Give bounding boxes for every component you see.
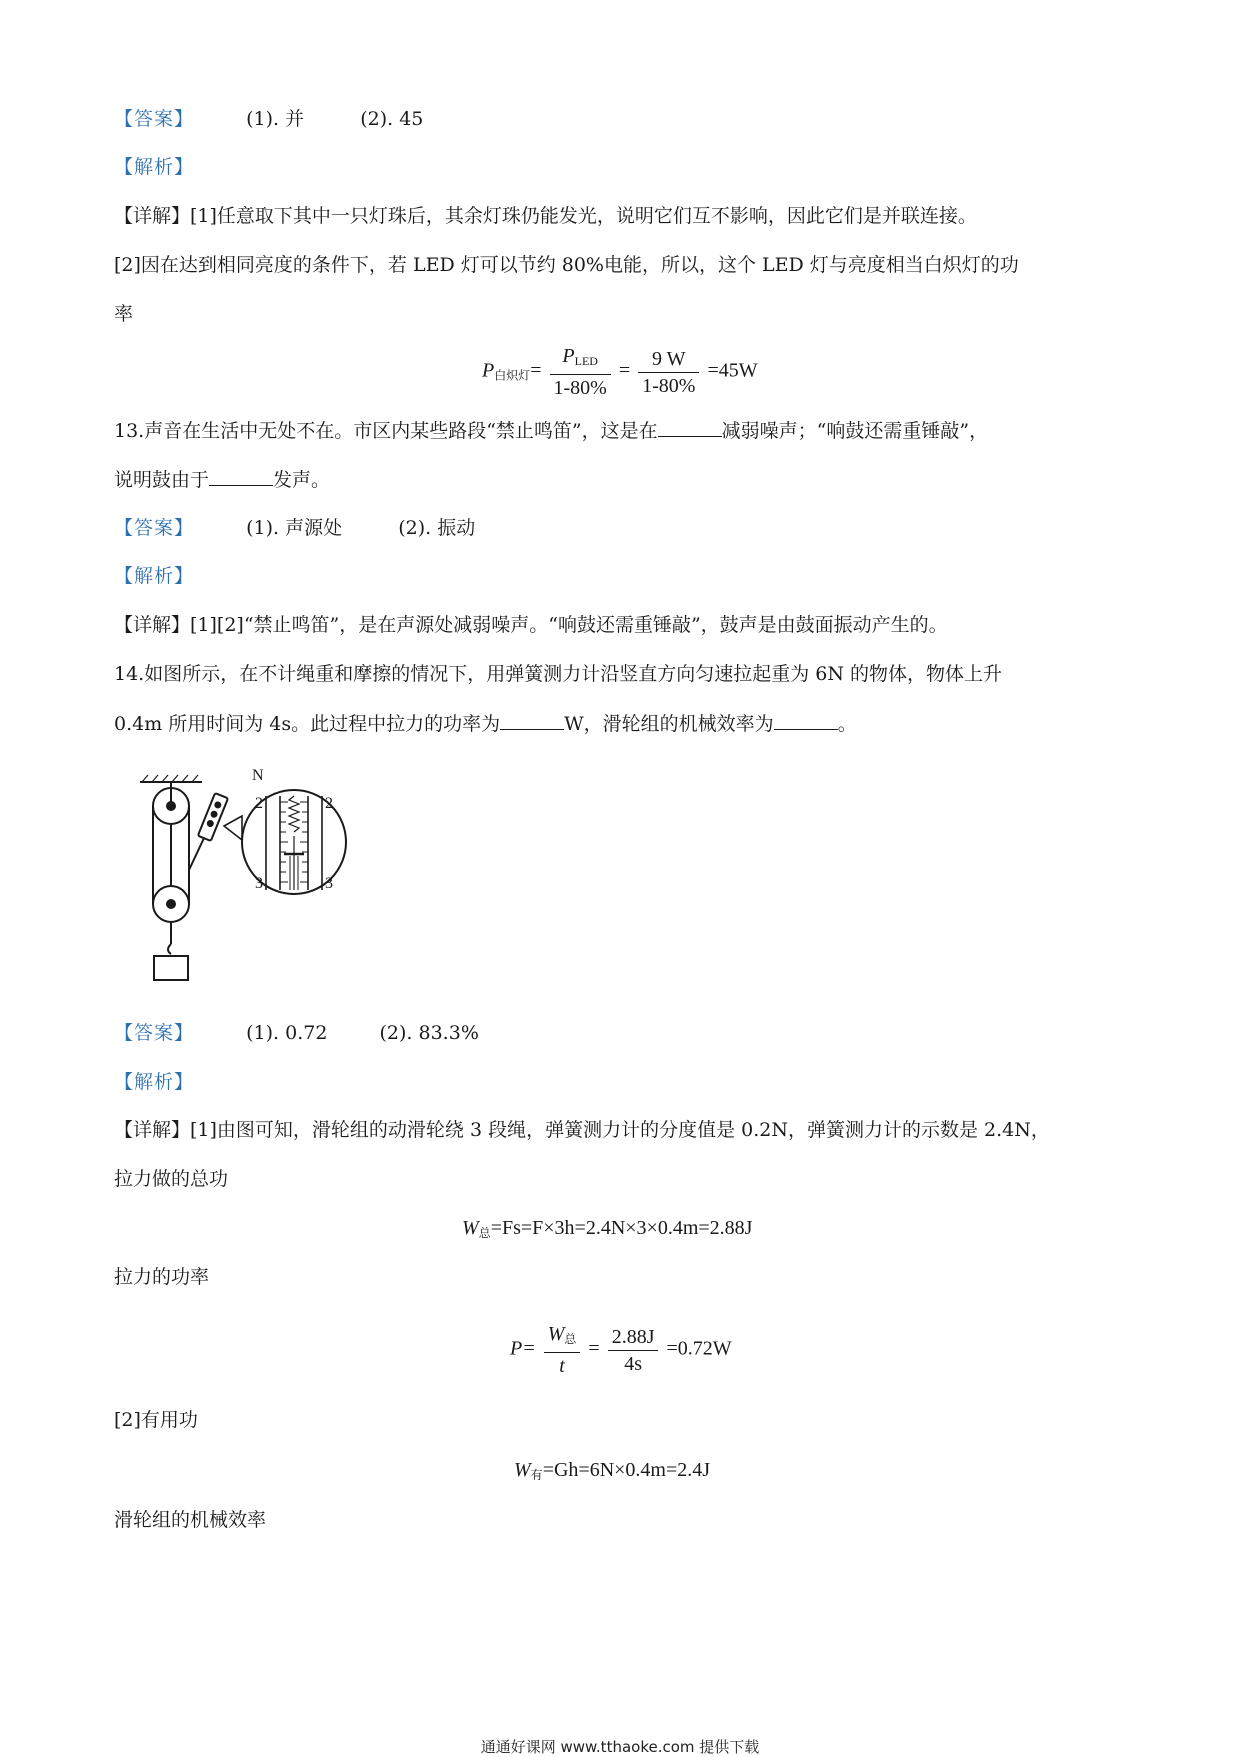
answer-row-q14 bbox=[114, 1021, 479, 1045]
answer-row-q13 bbox=[114, 516, 475, 540]
question-13-stem-line2: 说明鼓由于 发声。 bbox=[114, 469, 331, 491]
answer-2: (2). 振动 bbox=[398, 517, 476, 539]
answer-tag: 【答案】 bbox=[114, 1022, 195, 1044]
question-14-stem: 14.如图所示，在不计绳重和摩擦的情况下，用弹簧测力计沿竖直方向匀速拉起重为 6N 的物体，物体上升 bbox=[114, 663, 1003, 685]
detail-text: 拉力做的总功 bbox=[114, 1168, 229, 1190]
analysis-tag: 【解析】 bbox=[114, 156, 195, 178]
answer-1: (1). 0.72 bbox=[246, 1022, 328, 1044]
fraction: $\frac{9 W}{1-80\%}$ bbox=[638, 347, 699, 398]
fraction: $\frac{P_{LED}}{1-80\%}$ bbox=[550, 344, 611, 400]
answer-blank bbox=[658, 418, 722, 437]
weight-block bbox=[154, 956, 188, 980]
fraction: $\frac{W_总}{t}$ bbox=[544, 1322, 581, 1378]
rope-to-scale bbox=[189, 838, 204, 870]
formula-total-work: $W_总=Fs=F\times 3h=2.4N\times 3\times 0.4m=2.88J$ bbox=[462, 1217, 753, 1240]
answer-blank bbox=[209, 467, 273, 486]
power-label: 拉力的功率 bbox=[114, 1266, 210, 1288]
tick-label: 3 bbox=[255, 875, 263, 892]
fraction: $\frac{2.88J}{4s}$ bbox=[608, 1325, 659, 1376]
answer-tag: 【答案】 bbox=[114, 108, 195, 130]
detail-text: 【详解】[1]由图可知，滑轮组的动滑轮绕 3 段绳，弹簧测力计的分度值是 0.2N，弹簧测力计的示数是 2.4N， bbox=[114, 1119, 1050, 1141]
answer-blank bbox=[774, 711, 838, 730]
question-14-stem-line2: 0.4m 所用时间为 4s。此过程中拉力的功率为 W，滑轮组的机械效率为 。 bbox=[114, 713, 857, 735]
unit-label: N bbox=[252, 767, 264, 784]
efficiency-label: 滑轮组的机械效率 bbox=[114, 1509, 267, 1531]
answer-1: (1). 声源处 bbox=[246, 517, 343, 539]
question-13-stem: 13.声音在生活中无处不在。市区内某些路段“禁止鸣笛”，这是在 减弱噪声；“响鼓还需重锤敲”， bbox=[114, 420, 989, 442]
ceiling-hatch bbox=[142, 775, 198, 782]
formula-result: =0.72W bbox=[666, 1337, 732, 1360]
detail-text: [2]因在达到相同亮度的条件下，若 LED 灯可以节约 80%电能，所以，这个 LED 灯与亮度相当白炽灯的功 bbox=[114, 254, 1019, 276]
answer-1: (1). 并 bbox=[246, 108, 305, 130]
tick-label: 3 bbox=[325, 875, 333, 892]
useful-work-label: [2]有用功 bbox=[114, 1409, 198, 1431]
hook bbox=[168, 944, 171, 954]
analysis-tag: 【解析】 bbox=[114, 1071, 195, 1093]
detail-text: 率 bbox=[114, 303, 134, 325]
detail-text: 【详解】[1][2]“禁止鸣笛”，是在声源处减弱噪声。“响鼓还需重锤敲”，鼓声是由鼓面振动产生的。 bbox=[114, 614, 948, 636]
page-footer: 通通好课网 www.tthaoke.com 提供下载 bbox=[480, 1738, 760, 1756]
tick-label: 2 bbox=[325, 795, 333, 812]
answer-tag: 【答案】 bbox=[114, 517, 195, 539]
spring-coil bbox=[289, 796, 299, 832]
answer-row-q12 bbox=[114, 107, 423, 131]
tick-label: 2 bbox=[255, 795, 263, 812]
answer-blank bbox=[500, 711, 564, 730]
detail-text: 【详解】[1]任意取下其中一只灯珠后，其余灯珠仍能发光，说明它们互不影响，因此它们是并联连接。 bbox=[114, 205, 977, 227]
formula-symbol: P bbox=[482, 359, 495, 382]
formula-power: P= $\frac{W_总}{t}$ = $\frac{2.88J}{4s}$ =0.72W bbox=[510, 1323, 732, 1377]
analysis-tag: 【解析】 bbox=[114, 565, 195, 587]
formula-useful-work: $W_有=Gh=6N\times 0.4m=2.4J$ bbox=[514, 1459, 711, 1482]
formula-result: =45W bbox=[707, 359, 758, 382]
callout-pointer bbox=[224, 816, 242, 840]
answer-2: (2). 45 bbox=[360, 108, 424, 130]
answer-2: (2). 83.3% bbox=[379, 1022, 479, 1044]
spring-scale bbox=[198, 793, 228, 841]
pulley-figure bbox=[134, 760, 374, 1000]
formula-power-incandescent: $P_{白炽灯}=$ $\frac{P_{LED}}{1-80\%}$ = $\frac{9 W}{1-80\%}$ =45W bbox=[482, 345, 758, 399]
